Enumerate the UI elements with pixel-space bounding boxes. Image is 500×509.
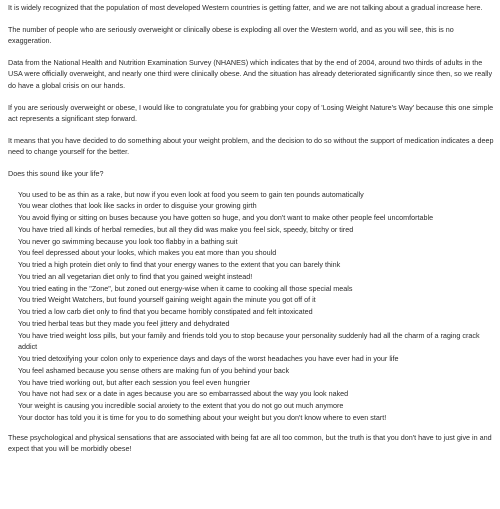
question-heading: Does this sound like your life? — [8, 168, 104, 178]
paragraph-decision: It means that you have decided to do something about your weight problem, and the decision to do so without the support of medication indicates a deep need to change yourself for the better. — [8, 135, 494, 157]
list-item: You tried eating in the "Zone", but zoned out energy-wise when it came to cooking all those special meals — [18, 283, 353, 293]
list-item: You tried a high protein diet only to find that your energy wanes to the extent that you can barely think — [18, 260, 341, 270]
list-item: You tried a low carb diet only to find that you became horribly constipated and felt intoxicated — [18, 307, 313, 317]
list-item: Your weight is causing you incredible social anxiety to the extent that you do not go out much anymore — [18, 401, 344, 411]
list-item: You tried an all vegetarian diet only to find that you gained weight instead! — [18, 271, 253, 281]
paragraph-exploding: The number of people who are seriously overweight or clinically obese is exploding all over the Western world, and as you will see, this is no exaggeration. — [8, 24, 454, 46]
list-item: You have tried all kinds of herbal remedies, but all they did was make you feel sick, speedy, bitchy or tired — [18, 224, 354, 234]
list-item: You tried herbal teas but they made you feel jittery and dehydrated — [18, 318, 230, 328]
list-item: You have tried working out, but after each session you feel even hungrier — [18, 377, 250, 387]
list-item: You used to be as thin as a rake, but now if you even look at food you seem to gain ten pounds automatically — [18, 189, 364, 199]
paragraph-nhanes: Data from the National Health and Nutrition Examination Survey (NHANES) which indicates that by the end of 2004, around two thirds of adults in the USA were officially overweight, and nearly one third were clinically obese. And the situation has already deteriorated significantly since then, so we really do have a global crisis on our hands. — [8, 57, 493, 90]
paragraph-closing: These psychological and physical sensations that are associated with being fat are all too common, but the truth is that you don't have to just give in and expect that you will be morbidly obese! — [8, 432, 492, 454]
list-item: You tried detoxifying your colon only to experience days and days of the worst headaches you have ever had in your life — [18, 354, 399, 364]
list-item: You feel depressed about your looks, which makes you eat more than you should — [18, 248, 277, 258]
paragraph-congratulate: If you are seriously overweight or obese, I would like to congratulate you for grabbing your copy of 'Losing Weight Nature's Way' because this one simple act represents a significant step forward. — [8, 102, 494, 124]
paragraph-intro: It is widely recognized that the population of most developed Western countries is getting fatter, and we are not talking about a gradual increase here. — [8, 3, 483, 12]
list-item: You tried Weight Watchers, but found yourself gaining weight again the minute you got off of it — [18, 295, 316, 305]
symptom-list — [8, 189, 494, 424]
list-item: Your doctor has told you it is time for you to do something about your weight but you don't know where to even start! — [18, 412, 387, 422]
list-item: You have not had sex or a date in ages because you are so embarrassed about the way you look naked — [18, 389, 349, 399]
list-item: You wear clothes that look like sacks in order to disguise your growing girth — [18, 201, 257, 211]
list-item: You avoid flying or sitting on buses because you have gotten so huge, and you don't want to make other people feel uncomfortable — [18, 213, 434, 223]
list-item: You never go swimming because you look too flabby in a bathing suit — [18, 236, 238, 246]
list-item: You have tried weight loss pills, but your family and friends told you to stop because your personality suddenly had all the charm of a raging crack addict — [18, 330, 480, 352]
list-item: You feel ashamed because you sense others are making fun of you behind your back — [18, 365, 290, 375]
